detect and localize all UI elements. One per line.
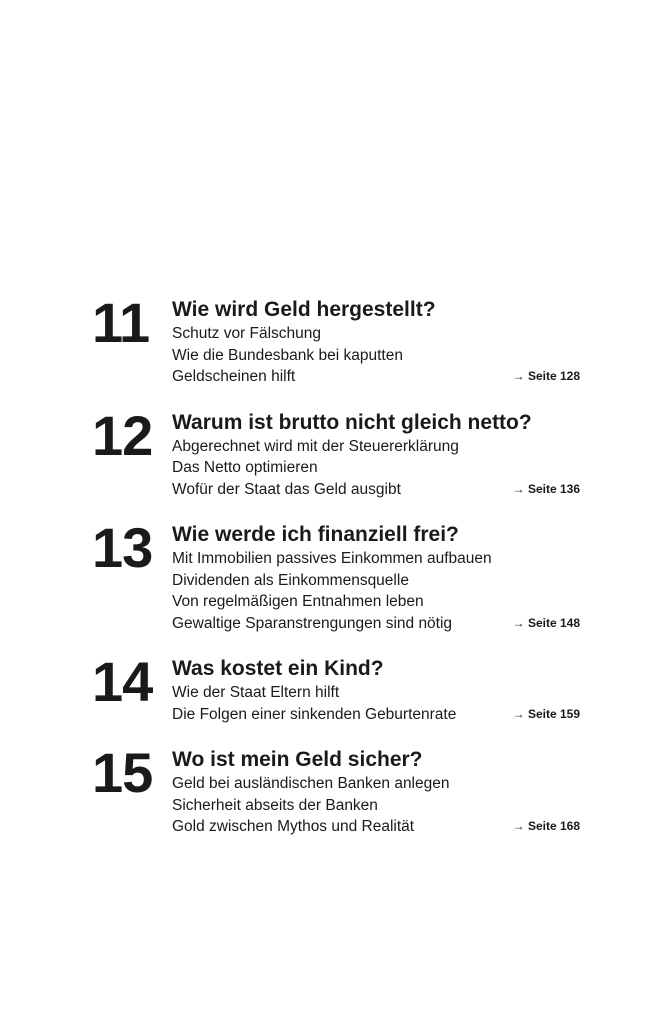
- chapter-subtopic: Mit Immobilien passives Einkommen aufbauen: [172, 550, 492, 567]
- chapter-title: Wie werde ich finanziell frei?: [172, 523, 459, 546]
- chapter-title: Warum ist brutto nicht gleich netto?: [172, 410, 532, 434]
- chapter-title: Wo ist mein Geld sicher?: [172, 748, 423, 771]
- page-reference-link[interactable]: → Seite 136: [512, 481, 580, 496]
- chapter-number: 14: [92, 650, 153, 713]
- chapter-subtopic: Schutz vor Fälschung: [172, 325, 322, 342]
- chapter-subtopic: Wofür der Staat das Geld ausgibt: [172, 480, 401, 498]
- chapter-subtopic: Von regelmäßigen Entnahmen leben: [172, 593, 424, 610]
- chapter-subtopic: Das Netto optimieren: [172, 459, 318, 476]
- chapter-entry: [92, 650, 580, 725]
- chapter-subtopic: Sicherheit abseits der Banken: [172, 796, 378, 814]
- page-reference-link[interactable]: → Seite 159: [512, 706, 580, 721]
- chapter-subtopic: Abgerechnet wird mit der Steuererklärung: [172, 437, 459, 455]
- chapter-entry: [92, 741, 580, 838]
- chapter-number: 15: [92, 741, 153, 804]
- chapter-number: 11: [92, 291, 150, 354]
- chapter-subtopic: Gewaltige Sparanstrengungen sind nötig: [172, 614, 453, 632]
- chapter-subtopic: Geldscheinen hilft: [172, 368, 296, 385]
- table-of-contents: [92, 291, 580, 860]
- chapter-subtopic: Dividenden als Einkommensquelle: [172, 571, 409, 589]
- chapter-subtopic: Wie der Staat Eltern hilft: [172, 684, 340, 701]
- chapter-title: Wie wird Geld hergestellt?: [172, 298, 436, 321]
- page-reference-link[interactable]: → Seite 168: [512, 819, 580, 833]
- chapter-number: 13: [92, 516, 153, 579]
- chapter-entry: [92, 403, 580, 501]
- page-reference-link[interactable]: → Seite 128: [512, 369, 580, 383]
- chapter-subtopic: Die Folgen einer sinkenden Geburtenrate: [172, 705, 457, 723]
- chapter-number: 12: [92, 403, 153, 467]
- page-reference-link[interactable]: → Seite 148: [512, 615, 580, 630]
- chapter-title: Was kostet ein Kind?: [172, 657, 384, 680]
- chapter-subtopic: Geld bei ausländischen Banken anlegen: [172, 775, 450, 792]
- chapter-entry: [92, 291, 580, 388]
- chapter-subtopic: Gold zwischen Mythos und Realität: [172, 818, 415, 835]
- chapter-subtopic: Wie die Bundesbank bei kaputten: [172, 346, 403, 364]
- chapter-entry: [92, 516, 580, 634]
